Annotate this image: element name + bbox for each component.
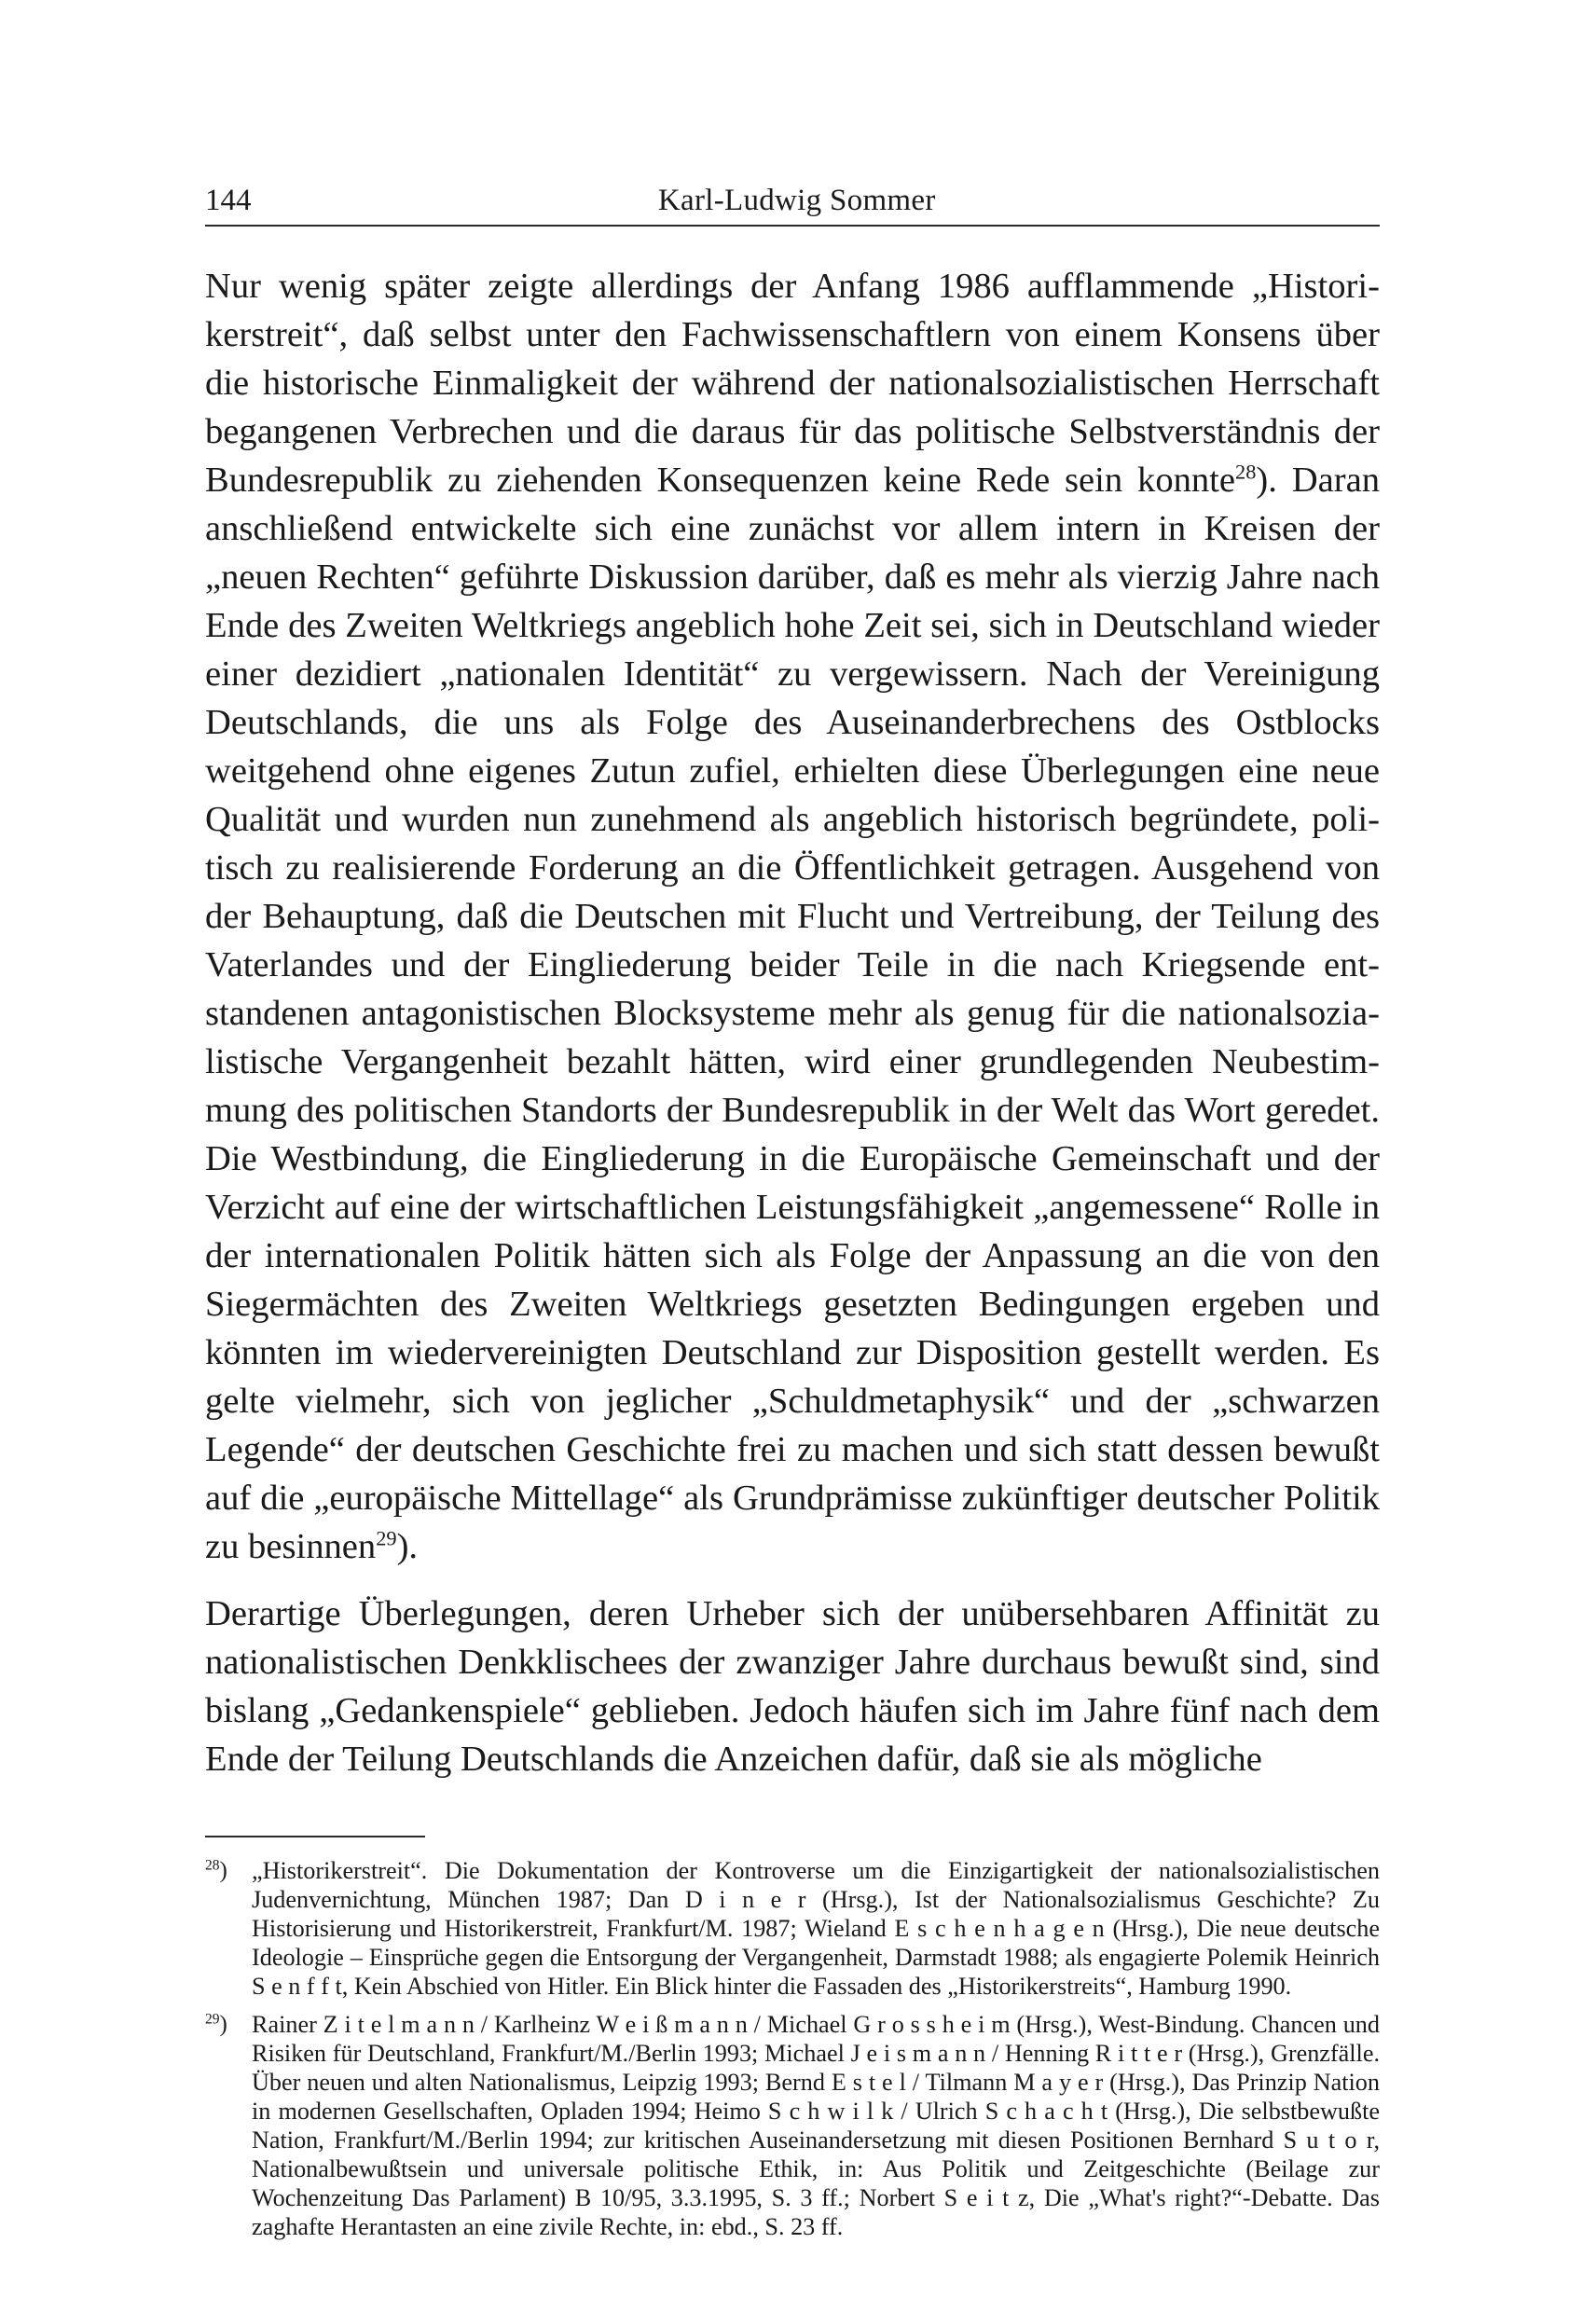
footnotes — [205, 1856, 1380, 2241]
running-head-author: Karl-Ludwig Sommer — [657, 184, 936, 217]
running-head — [205, 182, 1380, 227]
footnote-text: Rainer Z i t e l m a n n / Karlheinz W e i ß m a n n / Michael G r o s s h e i m (Hrsg.), West-Bindung. Chancen und Risiken für Deutschland, Frankfurt/M./Berlin 1993; Michael J e i s m a n n / Henning R i t t e r (Hrsg.), Grenzfälle. Über neuen und alten Nationalismus, Leipzig 1993; Bernd E s t e l / Tilmann M a y e r (Hrsg.), Das Prinzip Nation in modernen Gesellschaften, Opladen 1994; Heimo S c h w i l k / Ulrich S c h a c h t (Hrsg.), Die selbstbewußte Nation, Frankfurt/M./Berlin 1994; zur kritischen Auseinandersetzung mit diesen Positionen Bernhard S u t o r, Nationalbewußtsein und universale politische Ethik, in: Aus Politik und Zeitgeschichte (Beilage zur Wochenzeitung Das Parlament) B 10/95, 3.3.1995, S. 3 ff.; Norbert S e i t z, Die „What's right?“-Debatte. Das zaghafte Herantasten an eine zivile Rechte, in: ebd., S. 23 ff. — [252, 2011, 1380, 2240]
paragraph-2: Derartige Überlegungen, deren Urheber sich der unübersehbaren Affinität zu nationalistischen Denkklischees der zwanziger Jahre durchaus bewußt sind, sind bislang „Gedankenspiele“ geblieben. Jedoch häufen sich im Jahre fünf nach dem Ende der Teilung Deutschlands die Anzeichen dafür, daß sie als mögliche — [205, 1594, 1380, 1779]
paragraph-1-part-a: Nur wenig später zeigte allerdings der Anfang 1986 aufflammende „Historikerstreit“, daß selbst unter den Fachwissenschaftlern von einem Konsens über die historische Einmaligkeit der während der nationalsozialistischen Herrschaft begangenen Verbrechen und die daraus für das politische Selbstverständnis der Bundesrepublik zu ziehenden Konsequenzen keine Rede sein konnte — [205, 267, 1380, 500]
footnote-text: „Historikerstreit“. Die Dokumentation der Kontroverse um die Einzigartigkeit der nationalsozialistischen Judenvernichtung, München 1987; Dan D i n e r (Hrsg.), Ist der Nationalsozialismus Geschichte? Zu Historisierung und Historikerstreit, Frankfurt/M. 1987; Wieland E s c h e n h a g e n (Hrsg.), Die neue deutsche Ideologie – Einsprüche gegen die Entsorgung der Vergangenheit, Darmstadt 1988; als engagierte Polemik Heinrich S e n f f t, Kein Abschied von Hitler. Ein Blick hinter die Fassaden des „Historikerstreits“, Hamburg 1990. — [252, 1857, 1380, 2000]
footnote-marker: $^{29}$) — [205, 2011, 227, 2037]
footnote-ref-28: 28 — [1235, 460, 1257, 484]
book-page — [205, 182, 1380, 2261]
page-number: 144 — [205, 184, 252, 217]
footnote-ref-29: 29 — [376, 1526, 397, 1550]
footnote-marker: $^{28}$) — [205, 1857, 227, 1883]
footnote-29 — [205, 2010, 1380, 2241]
footnote-separator — [205, 1836, 425, 1837]
paragraph-1-part-c: ). — [396, 1527, 419, 1566]
main-text — [205, 262, 1380, 1783]
paragraph-1-part-b: ). Daran anschließend entwickelte sich eine zunächst vor allem intern in Kreisen der „neuen Rechten“ geführte Diskussion darüber, daß es mehr als vierzig Jahre nach Ende des Zweiten Weltkriegs angeblich hohe Zeit sei, sich in Deutschland wieder einer dezidiert „nationalen Identität“ zu vergewissern. Nach der Vereinigung Deutschlands, die uns als Folge des Auseinanderbrechens des Ostblocks weitgehend ohne eigenes Zutun zufiel, erhielten diese Überlegungen eine neue Qualität und wurden nun zunehmend als angeblich historisch begründete, politisch zu realisierende Forderung an die Öffentlichkeit getragen. Ausgehend von der Behauptung, daß die Deutschen mit Flucht und Vertreibung, der Teilung des Vaterlandes und der Eingliederung beider Teile in die nach Kriegsende entstandenen antagonistischen Blocksysteme mehr als genug für die nationalsozialistische Vergangenheit bezahlt hätten, wird einer grundlegenden Neubestimmung des politischen Standorts der Bundesrepublik in der Welt das Wort geredet. Die Westbindung, die Eingliederung in die Europäische Gemeinschaft und der Verzicht auf eine der wirtschaftlichen Leistungsfähigkeit „angemessene“ Rolle in der internationalen Politik hätten sich als Folge der Anpassung an die von den Siegermächten des Zweiten Weltkriegs gesetzten Bedingungen ergeben und könnten im wiedervereinigten Deutschland zur Disposition gestellt werden. Es gelte vielmehr, sich von jeglicher „Schuldmetaphysik“ und der „schwarzen Legende“ der deutschen Geschichte frei zu machen und sich statt dessen bewußt auf die „europäische Mittellage“ als Grundprämisse zukünftiger deutscher Politik zu besinnen — [205, 461, 1380, 1566]
footnote-28 — [205, 1856, 1380, 2001]
paragraph-1 — [205, 262, 1380, 1571]
